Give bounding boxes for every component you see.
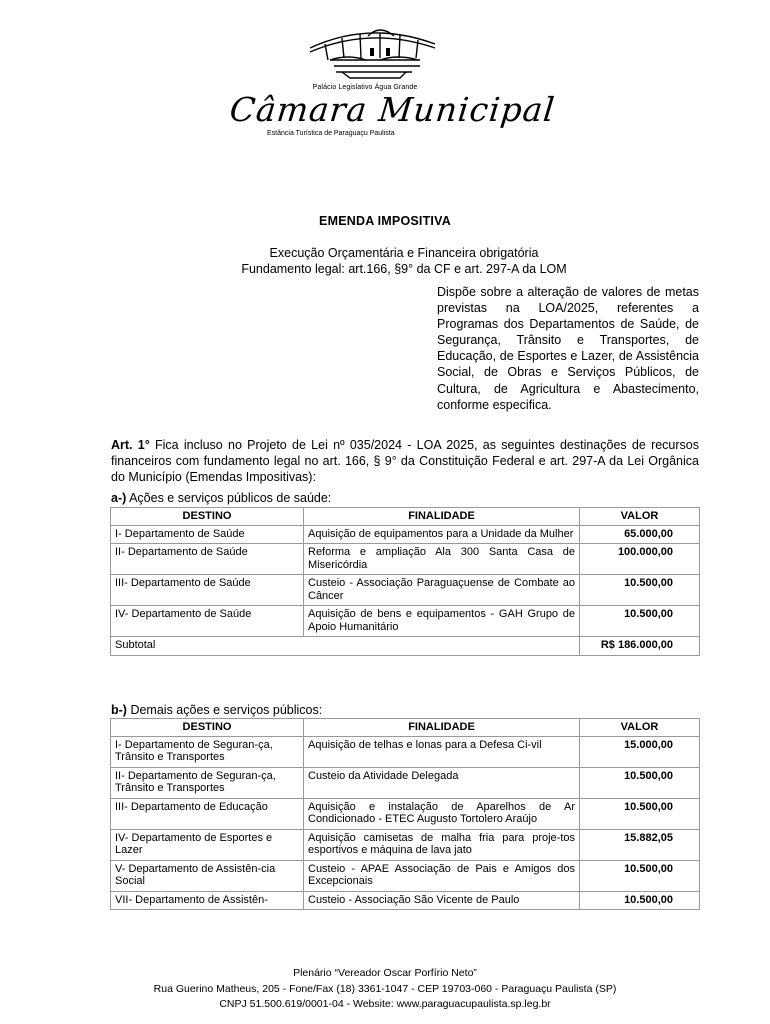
footer-address: Rua Guerino Matheus, 205 - Fone/Fax (18) 3361-1047 - CEP 19703-060 - Paraguaçu Paulista (SP) (153, 982, 617, 995)
row-valor: 15.000,00 (580, 736, 700, 767)
page-footer (0, 966, 770, 1013)
row-destino: III- Departamento de Saúde (111, 575, 304, 606)
document-subtitle-1: Execução Orçamentária e Financeira obrigatória (269, 246, 539, 260)
subtotal-row (111, 637, 700, 656)
row-finalidade: Aquisição de equipamentos para a Unidade da Mulher (304, 525, 580, 544)
section-a-title: Ações e serviços públicos de saúde: (129, 491, 332, 505)
footer-cnpj-website: CNPJ 51.500.619/0001-04 - Website: www.paraguacupaulista.sp.leg.br (219, 998, 551, 1010)
header-valor: VALOR (580, 508, 700, 526)
palace-building-icon (230, 14, 520, 90)
section-b-label (111, 703, 322, 717)
brand-name: Câmara Municipal (227, 90, 558, 129)
brand-tagline: Estância Turística de Paraguaçu Paulista (267, 130, 395, 137)
table-row (111, 860, 700, 891)
row-finalidade: Aquisição de bens e equipamentos - GAH Grupo de Apoio Humanitário (304, 606, 580, 637)
section-b-marker: b-) (111, 703, 127, 717)
row-destino: IV- Departamento de Saúde (111, 606, 304, 637)
row-valor: 10.500,00 (580, 606, 700, 637)
row-finalidade: Reforma e ampliação Ala 300 Santa Casa de Misericórdia (304, 544, 580, 575)
header-valor: VALOR (580, 719, 700, 737)
camara-logo (227, 14, 558, 137)
table-header-row (111, 508, 700, 526)
table-row (111, 606, 700, 637)
row-finalidade: Aquisição camisetas de malha fria para proje-tos esportivos e máquina de lava jato (304, 829, 580, 860)
row-destino: IV- Departamento de Esportes e Lazer (111, 829, 304, 860)
section-a-marker: a-) (111, 491, 127, 505)
row-valor: 10.500,00 (580, 767, 700, 798)
table-row (111, 736, 700, 767)
document-subtitle-2: Fundamento legal: art.166, §9° da CF e art. 297-A da LOM (241, 262, 567, 276)
article-text: Fica incluso no Projeto de Lei nº 035/2024 - LOA 2025, as seguintes destinações de recursos financeiros com fundamento legal no art. 166, § 9° da Constituição Federal e art. 297-A da Lei Orgânica do Município (Emendas Impositivas): (111, 438, 699, 484)
row-valor: 15.882,05 (580, 829, 700, 860)
article-label: Art. 1° (111, 438, 150, 452)
header-destino: DESTINO (111, 719, 304, 737)
row-valor: 65.000,00 (580, 525, 700, 544)
table-row (111, 575, 700, 606)
row-destino: III- Departamento de Educação (111, 798, 304, 829)
header-destino: DESTINO (111, 508, 304, 526)
table-row (111, 544, 700, 575)
other-amendments-table (110, 718, 700, 910)
table-row (111, 891, 700, 910)
row-destino: V- Departamento de Assistên-cia Social (111, 860, 304, 891)
row-valor: 10.500,00 (580, 798, 700, 829)
row-valor: 10.500,00 (580, 891, 700, 910)
row-valor: 10.500,00 (580, 575, 700, 606)
row-destino: II- Departamento de Seguran-ça, Trânsito e Transportes (111, 767, 304, 798)
row-finalidade: Aquisição e instalação de Aparelhos de Ar Condicionado - ETEC Augusto Tortolero Araújo (304, 798, 580, 829)
footer-plenario: Plenário “Vereador Oscar Porfírio Neto” (293, 967, 477, 979)
header-finalidade: FINALIDADE (304, 508, 580, 526)
table-row (111, 525, 700, 544)
row-finalidade: Custeio - APAE Associação de Pais e Amigos dos Excepcionais (304, 860, 580, 891)
document-title: EMENDA IMPOSITIVA (319, 214, 451, 228)
table-row (111, 767, 700, 798)
section-a-label (111, 491, 331, 505)
row-destino: I- Departamento de Seguran-ça, Trânsito e Transportes (111, 736, 304, 767)
row-finalidade: Custeio - Associação Paraguaçuense de Combate ao Câncer (304, 575, 580, 606)
article-1 (111, 437, 699, 485)
subtotal-label: Subtotal (111, 637, 580, 656)
section-b-title: Demais ações e serviços públicos: (130, 703, 323, 717)
ementa-paragraph: Dispõe sobre a alteração de valores de metas previstas na LOA/2025, referentes a Programas dos Departamentos de Saúde, de Segurança, Trânsito e Transportes, de Educação, de Esportes e Lazer, de Assistência Social, de Obras e Serviços Públicos, de Cultura, de Agricultura e Abastecimento, conforme especifica. (437, 285, 699, 412)
palace-label: Palácio Legislativo Água Grande (312, 84, 418, 91)
table-row (111, 829, 700, 860)
row-valor: 100.000,00 (580, 544, 700, 575)
header-finalidade: FINALIDADE (304, 719, 580, 737)
row-finalidade: Aquisição de telhas e lonas para a Defesa Ci-vil (304, 736, 580, 767)
row-finalidade: Custeio da Atividade Delegada (304, 767, 580, 798)
health-amendments-table (110, 507, 700, 656)
row-destino: II- Departamento de Saúde (111, 544, 304, 575)
row-valor: 10.500,00 (580, 860, 700, 891)
row-destino: VII- Departamento de Assistên- (111, 891, 304, 910)
subtotal-value: R$ 186.000,00 (580, 637, 700, 656)
row-finalidade: Custeio - Associação São Vicente de Paulo (304, 891, 580, 910)
row-destino: I- Departamento de Saúde (111, 525, 304, 544)
table-row (111, 798, 700, 829)
table-header-row (111, 719, 700, 737)
